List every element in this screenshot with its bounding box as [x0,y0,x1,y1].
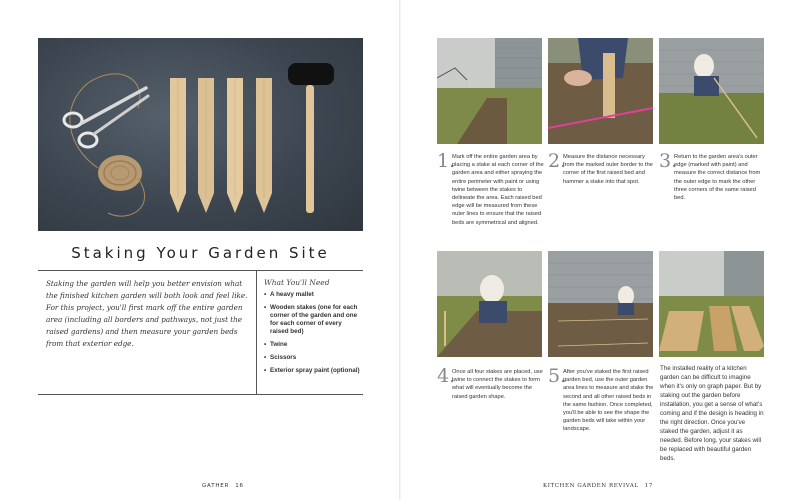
step-3 [659,152,769,247]
right-footer [537,483,653,489]
list-item: • Exterior spray paint (optional) [264,367,362,375]
tools-photo [38,38,363,231]
step-5 [548,367,658,452]
list-item: • Wooden stakes (one for each corner of the garden and one for each corner of every raised bed) [264,304,362,336]
step-number: 4. [437,365,456,387]
step-text: After you've staked the first raised garden bed, use the outer garden area lines to measure and stake the second and all other raised beds in the same fashion. Once completed, you'll be able to see the shape the garden beds will take within your landscape. [563,369,654,433]
step-2 [548,152,658,247]
divider-vertical [256,270,257,394]
list-item: • A heavy mallet [264,291,362,299]
step-number: 5. [548,365,567,387]
step-2-photo [548,38,653,144]
step-number: 1. [437,150,456,172]
step-number: 2. [548,150,567,172]
step-number: 3. [659,150,678,172]
list-item: • Twine [264,341,362,349]
book-spine [399,0,401,500]
step-3-photo [659,38,764,144]
step-6-photo [659,251,764,357]
left-footer [196,483,244,489]
what-you-need-heading: What You'll Need [264,278,330,287]
footer-label: GATHER [202,483,230,489]
footer-label: KITCHEN GARDEN REVIVAL [543,483,639,489]
step-text: Once all four stakes are placed, use twine to connect the stakes to form what will eventually become the raised garden shape. [452,369,543,400]
page-number: 16 [235,483,244,489]
step-text: Return to the garden area's outer edge (marked with paint) and measure the correct distance from the outer edge to mark the other three corners of the same raised bed. [674,154,761,202]
divider-bottom [38,394,363,395]
closing-paragraph: The installed reality of a kitchen garden can be difficult to imagine when it's only on graph paper. But by staking out the garden before installation, you get a sense of what's coming and if the design is heading in the right direction. Once you've staked the garden, adjust it as needed. Before long, your stakes will be replaced with beautiful garden beds. [660,365,764,462]
step-text: Mark off the entire garden area by placing a stake at each corner of the garden area and either spraying the entire perimeter with paint or using twine between the stakes to delineate the area. Each raised bed edge will be measured from these outer lines to ensure that the raised beds are symmetrical and aligned. [452,154,544,226]
step-text: Measure the distance necessary from the marked outer border to the corner of the first raised bed and hammer a stake into that spot. [563,154,653,185]
step-4 [437,367,547,442]
list-item: • Scissors [264,354,362,362]
supplies-list [264,291,362,375]
step-5-photo [548,251,653,357]
divider-top [38,270,363,271]
section-title: Staking Your Garden Site [71,244,330,262]
step-4-photo [437,251,542,357]
step-1-photo [437,38,542,144]
step-1 [437,152,547,247]
intro-paragraph: Staking the garden will help you better envision what the finished kitchen garden will both look and feel like. For this project, you'll first mark off the entire garden area (including all borders and pathways, not just the raised gardens) and then measure your garden beds from that exterior edge. [46,279,248,348]
page-number: 17 [644,483,653,489]
what-you-need-box [264,278,362,380]
